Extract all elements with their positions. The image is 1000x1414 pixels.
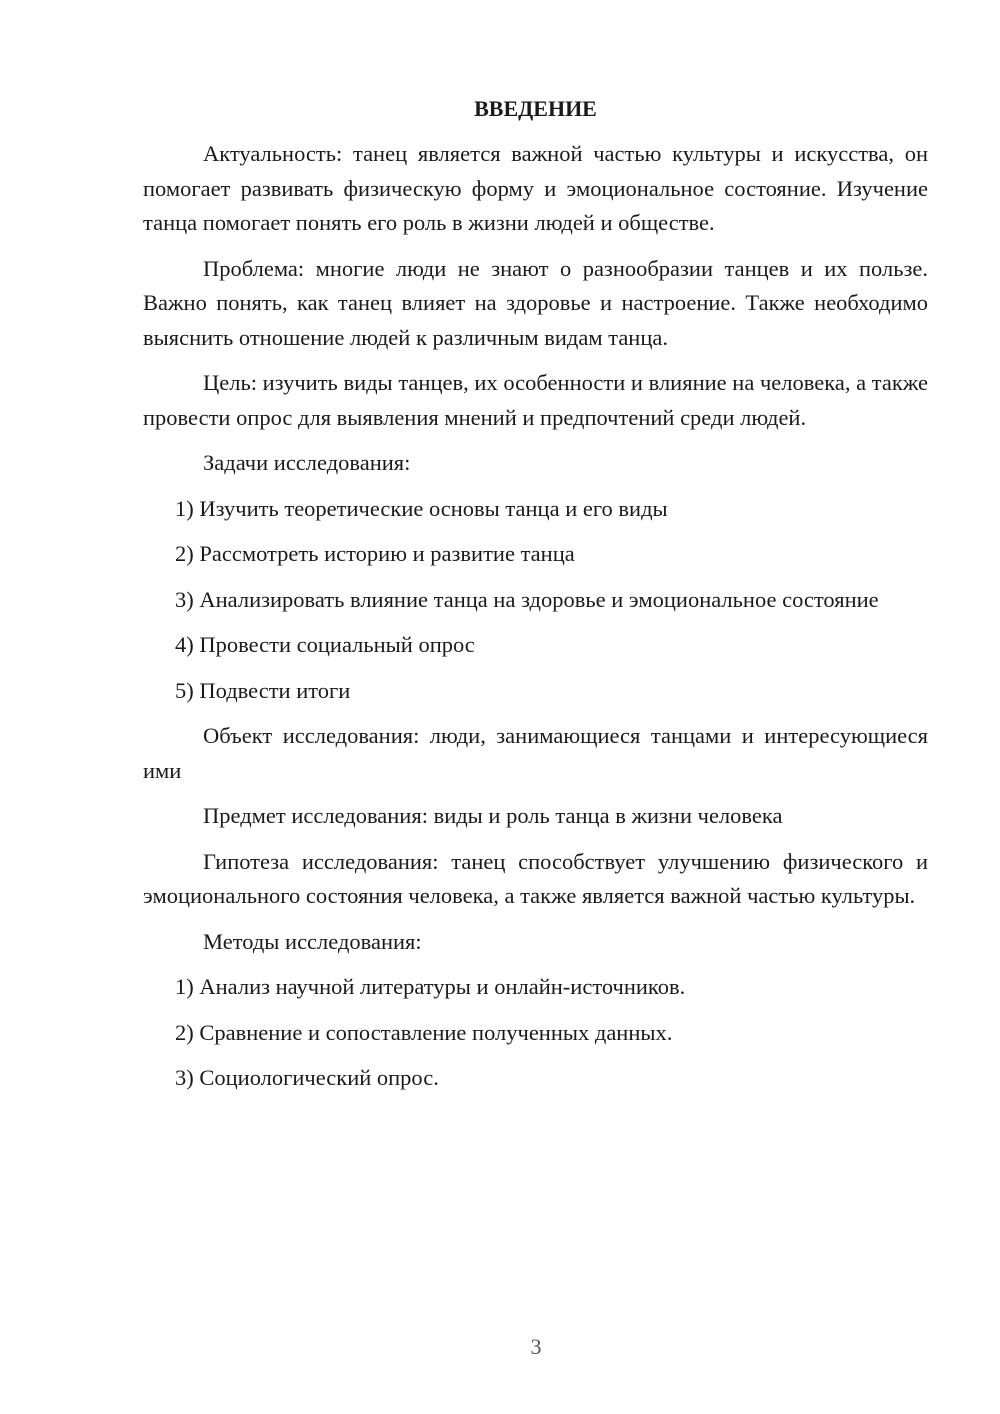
method-item: 3) Социологический опрос. [175, 1065, 439, 1090]
task-item: 4) Провести социальный опрос [175, 632, 475, 657]
page-content [143, 92, 928, 1107]
object-paragraph: Объект исследования: люди, занимающиеся танцами и интересующиеся ими [143, 723, 928, 783]
relevance-paragraph: Актуальность: танец является важной частью культуры и искусства, он помогает развивать физическую форму и эмоциональное состояние. Изучение танца помогает понять его роль в жизни людей и обществе. [143, 141, 928, 235]
task-item: 1) Изучить теоретические основы танца и его виды [175, 495, 668, 521]
subject-paragraph: Предмет исследования: виды и роль танца в жизни человека [203, 803, 783, 828]
hypothesis-paragraph: Гипотеза исследования: танец способствует улучшению физического и эмоционального состояния человека, а также является важной частью культуры. [143, 848, 928, 908]
goal-paragraph: Цель: изучить виды танцев, их особенности и влияние на человека, а также провести опрос для выявления мнений и предпочтений среди людей. [143, 370, 928, 430]
method-item: 2) Сравнение и сопоставление полученных данных. [175, 1019, 673, 1045]
page-number: 3 [530, 1334, 542, 1359]
task-item: 5) Подвести итоги [175, 677, 351, 703]
tasks-title: Задачи исследования: [203, 450, 411, 475]
methods-title: Методы исследования: [203, 928, 422, 954]
task-item: 2) Рассмотреть историю и развитие танца [175, 541, 575, 566]
method-item: 1) Анализ научной литературы и онлайн-источников. [175, 974, 686, 999]
problem-paragraph: Проблема: многие люди не знают о разнообразии танцев и их пользе. Важно понять, как танец влияет на здоровье и настроение. Также необходимо выяснить отношение людей к различным видам танца. [143, 255, 928, 350]
task-item: 3) Анализировать влияние танца на здоровье и эмоциональное состояние [175, 586, 879, 612]
section-heading: ВВЕДЕНИЕ [474, 96, 597, 121]
